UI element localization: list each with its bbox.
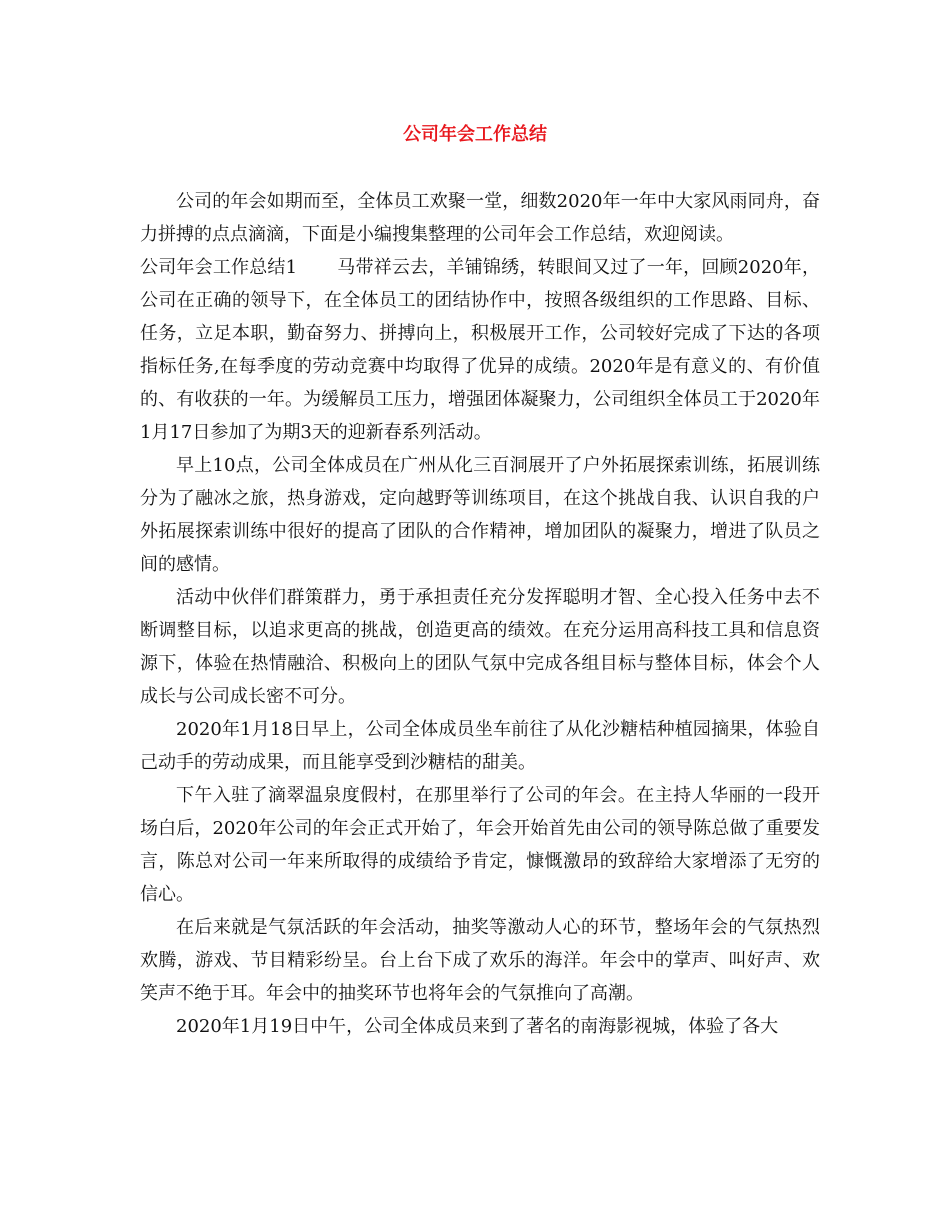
body-paragraph-6: 2020年1月19日中午，公司全体成员来到了著名的南海影视城，体验了各大: [176, 1016, 779, 1037]
intro-paragraph: 公司的年会如期而至，全体员工欢聚一堂，细数2020年一年中大家风雨同舟，奋力拼搏的点点滴滴，下面是小编搜集整理的公司年会工作总结，欢迎阅读。: [140, 191, 820, 245]
body-paragraph-2: 活动中伙伴们群策群力，勇于承担责任充分发挥聪明才智、全心投入任务中去不断调整目标，以追求更高的挑战，创造更高的绩效。在充分运用高科技工具和信息资源下，体验在热情融洽、积极向上的团队气氛中完成各组目标与整体目标，体会个人成长与公司成长密不可分。: [140, 587, 820, 707]
body-paragraph-5: 在后来就是气氛活跃的年会活动，抽奖等激动人心的环节，整场年会的气氛热烈欢腾，游戏、节目精彩纷呈。台上台下成了欢乐的海洋。年会中的掌声、叫好声、欢笑声不绝于耳。年会中的抽奖环节也将年会的气氛推向了高潮。: [140, 917, 820, 1004]
document-body: [140, 185, 820, 1043]
document-title: 公司年会工作总结: [403, 124, 547, 145]
section-intro-text: 马带祥云去，羊铺锦绣，转眼间又过了一年，回顾2020年，公司在正确的领导下，在全体员工的团结协作中，按照各级组织的工作思路、目标、任务，立足本职，勤奋努力、拼搏向上，积极展开工作，公司较好完成了下达的各项指标任务,在每季度的劳动竞赛中均取得了优异的成绩。2020年是有意义的、有价值的、有收获的一年。为缓解员工压力，增强团体凝聚力，公司组织全体员工于2020年1月17日参加了为期3天的迎新春系列活动。: [140, 257, 821, 443]
section-heading: 公司年会工作总结1: [140, 257, 298, 278]
body-paragraph-4: 下午入驻了滴翠温泉度假村，在那里举行了公司的年会。在主持人华丽的一段开场白后，2020年公司的年会正式开始了，年会开始首先由公司的领导陈总做了重要发言，陈总对公司一年来所取得的成绩给予肯定，慷慨激昂的致辞给大家增添了无穷的信心。: [140, 785, 820, 905]
section-paragraph: [140, 251, 820, 449]
body-paragraph-3: 2020年1月18日早上，公司全体成员坐车前往了从化沙糖桔种植园摘果，体验自己动手的劳动成果，而且能享受到沙糖桔的甜美。: [140, 719, 820, 773]
body-paragraph-1: 早上10点，公司全体成员在广州从化三百洞展开了户外拓展探索训练，拓展训练分为了融冰之旅，热身游戏，定向越野等训练项目，在这个挑战自我、认识自我的户外拓展探索训练中很好的提高了团队的合作精神，增加团队的凝聚力，增进了队员之间的感情。: [140, 455, 820, 575]
